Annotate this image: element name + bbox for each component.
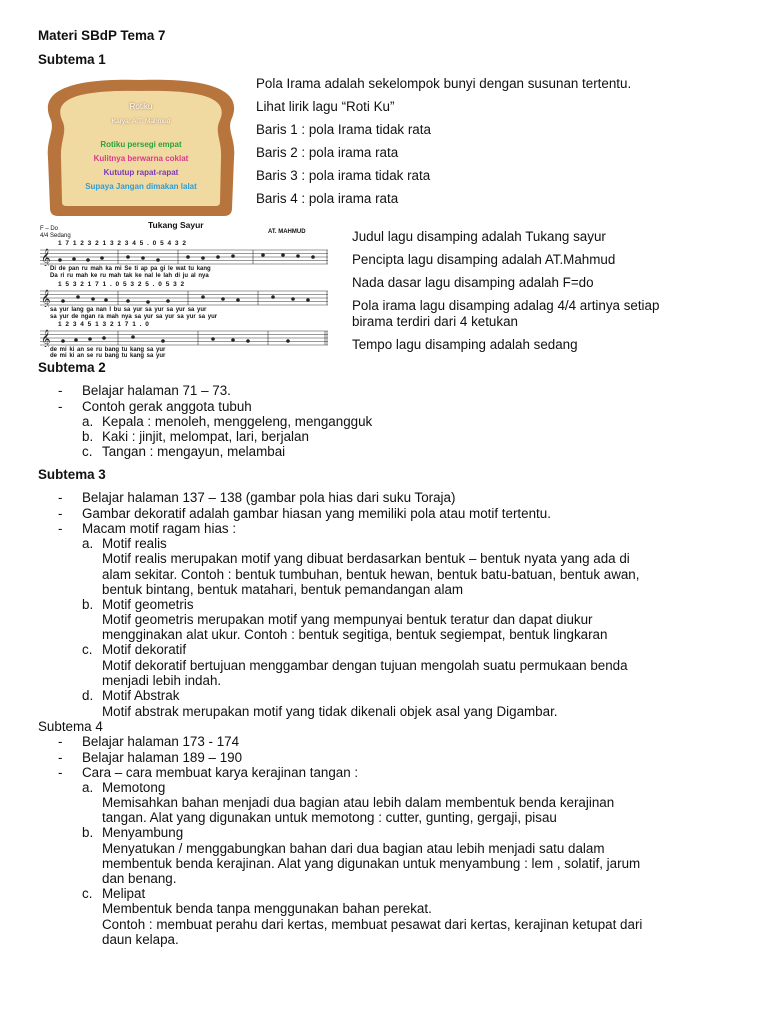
bullet-dash: - xyxy=(58,399,63,414)
subtema-3-heading: Subtema 3 xyxy=(38,467,106,482)
s2-sub-a-text: Kepala : menoleh, menggeleng, mengangguk xyxy=(102,414,373,429)
s2-sub-c-text: Tangan : mengayun, melambai xyxy=(102,444,286,459)
s4-sub-a-desc-2: tangan. Alat yang digunakan untuk memotong : cutter, gunting, gergaji, pisau xyxy=(102,810,557,825)
baris-3: Baris 3 : pola irama tidak rata xyxy=(256,168,431,183)
s4-item-2: Belajar halaman 189 – 190 xyxy=(82,750,243,765)
s3-sub-c-title: Motif dekoratif xyxy=(102,642,187,657)
tempo-lagu: Tempo lagu disamping adalah sedang xyxy=(352,337,578,352)
s4-sub-a-desc-1: Memisahkan bahan menjadi dua bagian atau lebih dalam membentuk benda kerajinan xyxy=(102,795,615,810)
s3-sub-b-desc-1: Motif geometris merupakan motif yang mempunyai bentuk teratur dan dapat diukur xyxy=(102,612,593,627)
s2-item-1: Belajar halaman 71 – 73. xyxy=(82,383,231,398)
bread-lyric-4: Supaya Jangan dimakan lalat xyxy=(85,182,197,191)
bread-lyric-2: Kulitnya berwarna coklat xyxy=(93,154,189,163)
s2-sub-b-label: b. xyxy=(82,429,94,444)
s3-sub-a-desc-1: Motif realis merupakan motif yang dibuat berdasarkan bentuk – bentuk nyata yang ada di xyxy=(102,551,630,566)
s3-sub-d-label: d. xyxy=(82,688,94,703)
bullet-dash: - xyxy=(58,506,63,521)
pencipta-lagu: Pencipta lagu disamping adalah AT.Mahmud xyxy=(352,252,616,267)
s4-sub-a-label: a. xyxy=(82,780,94,795)
song-key: F – Do xyxy=(40,226,59,232)
s4-item-1: Belajar halaman 173 - 174 xyxy=(82,734,240,749)
song-title: Tukang Sayur xyxy=(148,220,204,230)
row-1-lyric-1: Di de pan ru mah ka mi Se ti ap pa gi le wat tu kang xyxy=(50,266,211,272)
page-title: Materi SBdP Tema 7 xyxy=(38,28,166,43)
judul-lagu: Judul lagu disamping adalah Tukang sayur xyxy=(352,229,606,244)
s3-item-2: Gambar dekoratif adalah gambar hiasan yang memiliki pola atau motif tertentu. xyxy=(82,506,551,521)
staff-3 xyxy=(38,329,330,347)
s2-sub-c-label: c. xyxy=(82,444,93,459)
subtema-4-heading: Subtema 4 xyxy=(38,719,103,734)
svg-text:𝄞: 𝄞 xyxy=(41,250,51,266)
svg-text:𝄞: 𝄞 xyxy=(41,291,51,307)
s4-sub-b-desc-3: dan benang. xyxy=(102,871,177,886)
svg-text:𝄞: 𝄞 xyxy=(41,331,51,347)
s3-sub-a-desc-3: bentuk bintang, bentuk matahari, bentuk pemandangan alam xyxy=(102,582,464,597)
row-2-numbers: 1 5 3 2 1 7 1 . 0 5 3 2 5 . 0 5 3 2 xyxy=(58,281,185,288)
row-3-lyric-2: de mi ki an se ru bang tu kang sa yur xyxy=(50,353,166,359)
bread-lyric-1: Rotiku persegi empat xyxy=(100,140,182,149)
s3-sub-d-desc-1: Motif abstrak merupakan motif yang tidak dikenali objek asal yang Digambar. xyxy=(102,704,558,719)
s3-sub-c-desc-2: menjadi lebih indah. xyxy=(102,673,222,688)
s3-item-3: Macam motif ragam hias : xyxy=(82,521,237,536)
s3-sub-b-title: Motif geometris xyxy=(102,597,194,612)
s3-sub-c-desc-1: Motif dekoratif bertujuan menggambar dengan tujuan mengolah suatu permukaan benda xyxy=(102,658,628,673)
subtema-1-heading: Subtema 1 xyxy=(38,52,106,67)
s3-sub-b-desc-2: mengginakan alat ukur. Contoh : bentuk segitiga, bentuk segiempat, bentuk lingkaran xyxy=(102,627,608,642)
pola-irama-lagu: Pola irama lagu disamping adalag 4/4 artinya setiap xyxy=(352,298,660,313)
bullet-dash: - xyxy=(58,521,63,536)
bread-lyric-3: Kututup rapat-rapat xyxy=(103,168,179,177)
s4-sub-c-desc-3: daun kelapa. xyxy=(102,932,179,947)
bullet-dash: - xyxy=(58,490,63,505)
pola-irama-def: Pola Irama adalah sekelompok bunyi dengan susunan tertentu. xyxy=(256,76,632,91)
s4-sub-c-desc-1: Membentuk benda tanpa menggunakan bahan perekat. xyxy=(102,901,432,916)
bullet-dash: - xyxy=(58,734,63,749)
row-3-lyric-1: de mi ki an se ru bang tu kang sa yur xyxy=(50,347,166,353)
lihat-lirik: Lihat lirik lagu “Roti Ku” xyxy=(256,99,395,114)
s4-item-3: Cara – cara membuat karya kerajinan tangan : xyxy=(82,765,359,780)
s4-sub-c-desc-2: Contoh : membuat perahu dari kertas, membuat pesawat dari kertas, kerajinan ketupat dari xyxy=(102,917,643,932)
s4-sub-b-title: Menyambung xyxy=(102,825,184,840)
staff-1 xyxy=(38,248,330,266)
staff-2 xyxy=(38,289,330,307)
s2-sub-a-label: a. xyxy=(82,414,94,429)
s3-sub-a-desc-2: alam sekitar. Contoh : bentuk tumbuhan, bentuk hewan, bentuk batu-batuan, bentuk awan, xyxy=(102,567,640,582)
baris-1: Baris 1 : pola Irama tidak rata xyxy=(256,122,431,137)
s3-sub-b-label: b. xyxy=(82,597,94,612)
roti-ku-illustration xyxy=(38,78,244,218)
nada-dasar: Nada dasar lagu disamping adalah F=do xyxy=(352,275,594,290)
baris-4: Baris 4 : pola irama rata xyxy=(256,191,399,206)
song-meter: 4/4 Sedang xyxy=(40,233,71,239)
subtema-2-heading: Subtema 2 xyxy=(38,360,106,375)
s3-item-1: Belajar halaman 137 – 138 (gambar pola hias dari suku Toraja) xyxy=(82,490,456,505)
bullet-dash: - xyxy=(58,383,63,398)
row-1-numbers: 1 7 1 2 3 2 1 3 2 3 4 5 . 0 5 4 3 2 xyxy=(58,240,186,247)
s3-sub-c-label: c. xyxy=(82,642,93,657)
s4-sub-c-label: c. xyxy=(82,886,93,901)
bread-author: Karya: A.T. Mahmud xyxy=(111,118,171,125)
bullet-dash: - xyxy=(58,765,63,780)
s4-sub-b-desc-2: membentuk benda kerajinan. Alat yang digunakan untuk menyambung : lem , solatif, jarum xyxy=(102,856,641,871)
row-1-lyric-2: Da ri ru mah ke ru mah tak ke nal le lah di ju al nya xyxy=(50,273,209,279)
tukang-sayur-score xyxy=(38,218,330,360)
baris-2: Baris 2 : pola irama rata xyxy=(256,145,399,160)
pola-irama-lagu-2: birama terdiri dari 4 ketukan xyxy=(352,314,518,329)
bullet-dash: - xyxy=(58,750,63,765)
s4-sub-c-title: Melipat xyxy=(102,886,146,901)
s4-sub-a-title: Memotong xyxy=(102,780,166,795)
song-composer: AT. MAHMUD xyxy=(268,229,306,235)
s3-sub-a-label: a. xyxy=(82,536,94,551)
row-2-lyric-1: sa yur lang ga nan I bu sa yur sa yur sa yur sa yur xyxy=(50,307,207,313)
bread-title: Rotiku xyxy=(129,102,153,111)
s2-sub-b-text: Kaki : jinjit, melompat, lari, berjalan xyxy=(102,429,309,444)
s4-sub-b-label: b. xyxy=(82,825,94,840)
s2-item-2: Contoh gerak anggota tubuh xyxy=(82,399,252,414)
row-2-lyric-2: sa yur de ngan ra mah nya sa yur sa yur sa yur sa yur xyxy=(50,314,218,320)
row-3-numbers: 1 2 3 4 5 1 3 2 1 7 1 . 0 xyxy=(58,321,149,328)
s3-sub-d-title: Motif Abstrak xyxy=(102,688,180,703)
s3-sub-a-title: Motif realis xyxy=(102,536,167,551)
s4-sub-b-desc-1: Menyatukan / menggabungkan bahan dari dua bagian atau lebih menjadi satu dalam xyxy=(102,841,605,856)
